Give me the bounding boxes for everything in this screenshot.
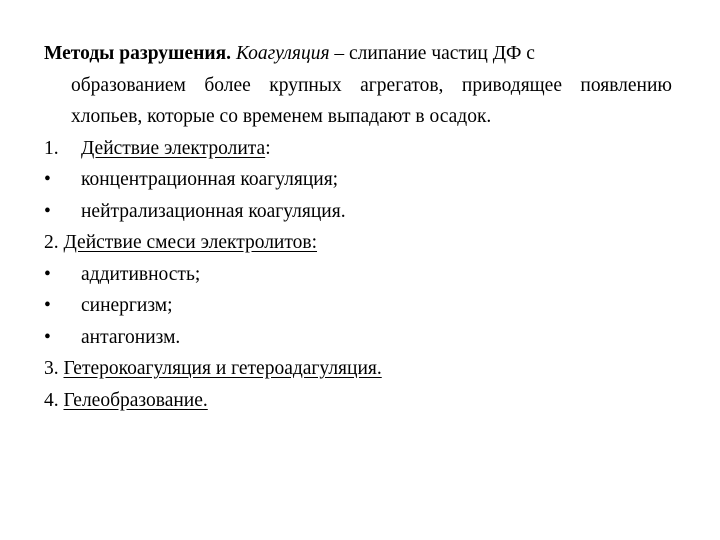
bullet-marker: • [44,200,51,222]
list-marker: 1. [44,137,59,159]
list-item-text: аддитивность; [81,263,201,285]
list-item-text: Действие электролита [81,137,266,159]
intro-heading: Методы разрушения. [44,43,232,64]
list-item-3 [44,353,672,385]
list-item-suffix: : [265,137,271,159]
list-item-2 [44,227,672,259]
intro-first-line-rest: – слипание частиц ДФ с [329,43,535,64]
list-item-text: нейтрализационная коагуляция. [81,200,346,222]
list-item-text: Действие смеси электролитов: [63,232,318,253]
intro-continuation: образованием более крупных агрегатов, приводящее появлению хлопьев, которые со временем выпадают в осадок. [71,74,672,127]
list-item-text: антагонизм. [81,326,181,348]
intro-paragraph [44,38,672,133]
list-marker: 4. [44,389,59,411]
list-marker: 2. [44,232,59,253]
list-item-text: Гелеобразование. [63,389,208,411]
list-bullet-2 [44,196,672,228]
list-bullet-3 [44,259,672,291]
slide-text [44,38,672,416]
intro-term: Коагуляция [235,43,330,64]
bullet-marker: • [44,326,51,348]
bullet-marker: • [44,295,51,316]
list-item-text: синергизм; [81,295,173,316]
list-item-text: Гетерокоагуляция и гетероадагуляция. [63,358,382,379]
bullet-marker: • [44,263,51,285]
bullet-marker: • [44,169,51,190]
list-item-4 [44,385,672,417]
list-bullet-5 [44,322,672,354]
list-marker: 3. [44,358,59,379]
list-item-text: концентрационная коагуляция; [81,169,339,190]
list-item-1 [44,133,672,165]
list-bullet-1 [44,164,672,196]
list-bullet-4 [44,290,672,322]
